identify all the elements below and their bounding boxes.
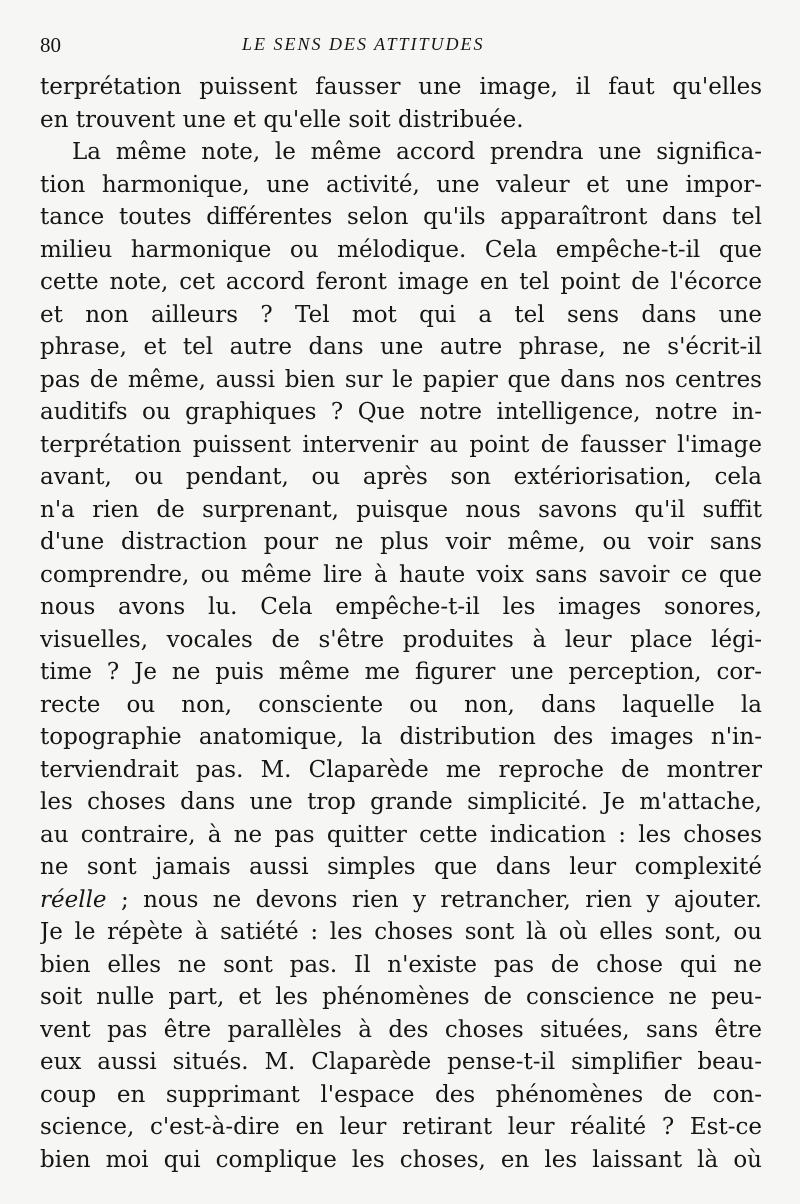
page-number: 80: [40, 33, 61, 57]
text-line: science, c'est-à-dire en leur retirant leur réalité ? Est-ce: [40, 1114, 762, 1140]
body-text: [40, 71, 762, 1176]
text-line: nous avons lu. Cela empêche-t-il les images sonores,: [40, 594, 762, 620]
text-line: visuelles, vocales de s'être produites à leur place légi-: [40, 626, 762, 653]
text-line: coup en supprimant l'espace des phénomènes de con-: [40, 1081, 762, 1108]
text-line: time ? Je ne puis même me figurer une perception, cor-: [40, 659, 762, 685]
text-line: au contraire, à ne pas quitter cette indication : les choses: [40, 821, 762, 848]
italic-word: réelle: [40, 886, 107, 913]
text-line: avant, ou pendant, ou après son extériorisation, cela: [40, 464, 762, 490]
running-title: LE SENS DES ATTITUDES: [242, 34, 485, 54]
text-line: cette note, cet accord feront image en tel point de l'écorce: [40, 269, 762, 295]
page-header: [40, 30, 760, 60]
text-line: ne sont jamais aussi simples que dans leur complexité: [40, 854, 762, 880]
text-line: terviendrait pas. M. Claparède me reproche de montrer: [40, 756, 762, 783]
text-line: comprendre, ou même lire à haute voix sans savoir ce que: [40, 561, 762, 588]
text-line: auditifs ou graphiques ? Que notre intelligence, notre in-: [40, 399, 762, 425]
text-line: terprétation puissent fausser une image, il faut qu'elles: [40, 74, 762, 100]
text-line: soit nulle part, et les phénomènes de conscience ne peu-: [40, 984, 762, 1010]
text-line: les choses dans une trop grande simplicité. Je m'attache,: [40, 789, 762, 815]
text-line: tion harmonique, une activité, une valeur et une impor-: [40, 171, 762, 198]
text-line: topographie anatomique, la distribution des images n'in-: [40, 724, 762, 750]
text-line: en trouvent une et qu'elle soit distribuée.: [40, 106, 524, 133]
text-line: terprétation puissent intervenir au point de fausser l'image: [40, 431, 762, 458]
text-line: tance toutes différentes selon qu'ils apparaîtront dans tel: [40, 204, 762, 230]
text-line: recte ou non, consciente ou non, dans laquelle la: [40, 691, 762, 718]
text-line: bien moi qui complique les choses, en les laissant là où: [40, 1146, 762, 1173]
text-line: Je le répète à satiété : les choses sont là où elles sont, ou: [40, 919, 762, 945]
text-line: vent pas être parallèles à des choses situées, sans être: [40, 1016, 762, 1043]
text-line: [40, 884, 762, 917]
text-line: pas de même, aussi bien sur le papier que dans nos centres: [40, 366, 762, 393]
text-line: bien elles ne sont pas. Il n'existe pas de chose qui ne: [40, 951, 762, 978]
text-line: phrase, et tel autre dans une autre phrase, ne s'écrit-il: [40, 334, 762, 360]
text-line: milieu harmonique ou mélodique. Cela empêche-t-il que: [40, 236, 762, 263]
text-line: n'a rien de surprenant, puisque nous savons qu'il suffit: [40, 496, 762, 523]
text-fragment: ; nous ne devons rien y retrancher, rien y ajouter.: [106, 886, 762, 913]
text-line: eux aussi situés. M. Claparède pense-t-il simplifier beau-: [40, 1049, 762, 1075]
text-line: d'une distraction pour ne plus voir même, ou voir sans: [40, 529, 762, 555]
text-line: et non ailleurs ? Tel mot qui a tel sens dans une: [40, 301, 762, 328]
text-line: La même note, le même accord prendra une significa-: [72, 139, 762, 165]
